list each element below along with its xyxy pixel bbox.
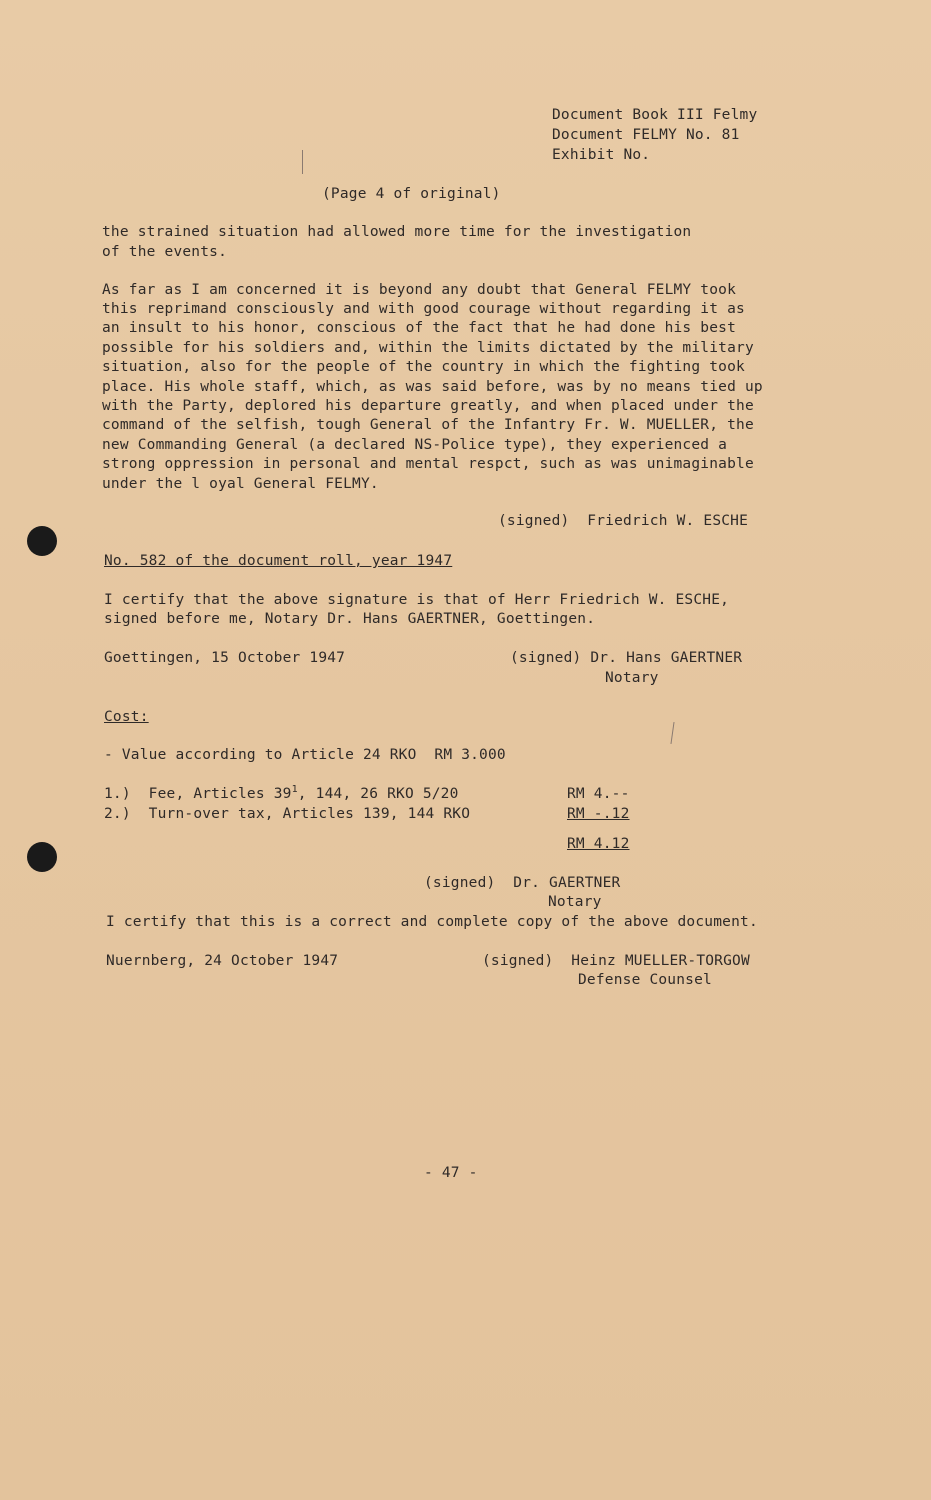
- value-line: - Value according to Article 24 RKO RM 3.000: [104, 747, 506, 763]
- cost-item-1-amount: RM 4.--: [567, 786, 630, 802]
- para2-line: As far as I am concerned it is beyond any doubt that General FELMY took: [102, 282, 737, 298]
- cost-label: Cost:: [104, 709, 149, 725]
- para2-line: with the Party, deplored his departure greatly, and when placed under the: [102, 398, 754, 414]
- punch-hole-top: [27, 526, 57, 556]
- para2-line: place. His whole staff, which, as was said before, was by no means tied up: [102, 379, 763, 395]
- header-book: Document Book III Felmy: [552, 107, 758, 123]
- cost-item-2-amount: RM -.12: [567, 806, 630, 822]
- para2-line: possible for his soldiers and, within the limits dictated by the military: [102, 340, 754, 356]
- punch-hole-bottom: [27, 842, 57, 872]
- page-reference: (Page 4 of original): [322, 186, 501, 202]
- para2-line: an insult to his honor, conscious of the fact that he had done his best: [102, 320, 737, 336]
- signature-mueller: (signed) Heinz MUELLER-TORGOW: [482, 953, 750, 969]
- para2-line: command of the selfish, tough General of the Infantry Fr. W. MUELLER, the: [102, 417, 754, 433]
- cost-item-rest: , 144, 26 RKO 5/20: [297, 786, 459, 802]
- para2-line: new Commanding General (a declared NS-Police type), they experienced a: [102, 437, 728, 453]
- para1-line: the strained situation had allowed more time for the investigation: [102, 224, 692, 240]
- para2-line: situation, also for the people of the country in which the fighting took: [102, 359, 745, 375]
- defense-counsel-title: Defense Counsel: [578, 972, 712, 988]
- cost-item-number: 2.): [104, 806, 131, 822]
- certify-copy: I certify that this is a correct and complete copy of the above document.: [106, 914, 758, 930]
- place-date-nuernberg: Nuernberg, 24 October 1947: [106, 953, 339, 969]
- certify1-line: I certify that the above signature is that of Herr Friedrich W. ESCHE,: [104, 592, 730, 608]
- para1-line: of the events.: [102, 244, 228, 260]
- pencil-mark: [302, 150, 303, 174]
- signature-esche: (signed) Friedrich W. ESCHE: [498, 513, 749, 529]
- page-number: - 47 -: [424, 1165, 478, 1181]
- cost-item-2: [104, 805, 470, 825]
- place-date-goettingen: Goettingen, 15 October 1947: [104, 650, 346, 666]
- cost-item-text: Turn-over tax, Articles 139, 144 RKO: [148, 806, 471, 822]
- signature-gaertner: (signed) Dr. Hans GAERTNER: [510, 650, 743, 666]
- para2-line: this reprimand consciously and with good courage without regarding it as: [102, 301, 745, 317]
- notary-title-1: Notary: [605, 670, 659, 686]
- certify1-line: signed before me, Notary Dr. Hans GAERTNER, Goettingen.: [104, 611, 596, 627]
- cost-total: RM 4.12: [567, 836, 630, 852]
- cost-item-superscript: 1: [291, 784, 298, 796]
- para2-line: under the l oyal General FELMY.: [102, 476, 379, 492]
- cost-item-number: 1.): [104, 786, 131, 802]
- header-exhibit: Exhibit No.: [552, 147, 651, 163]
- pencil-mark-2: [670, 722, 674, 744]
- cost-item-text: Fee, Articles 39: [148, 786, 292, 802]
- signature-gaertner-2: (signed) Dr. GAERTNER: [424, 875, 621, 891]
- notary-title-2: Notary: [548, 894, 602, 910]
- para2-line: strong oppression in personal and mental respct, such as was unimaginable: [102, 456, 754, 472]
- document-roll-number: No. 582 of the document roll, year 1947: [104, 553, 453, 569]
- header-document: Document FELMY No. 81: [552, 127, 740, 143]
- cost-item-1: [104, 785, 459, 805]
